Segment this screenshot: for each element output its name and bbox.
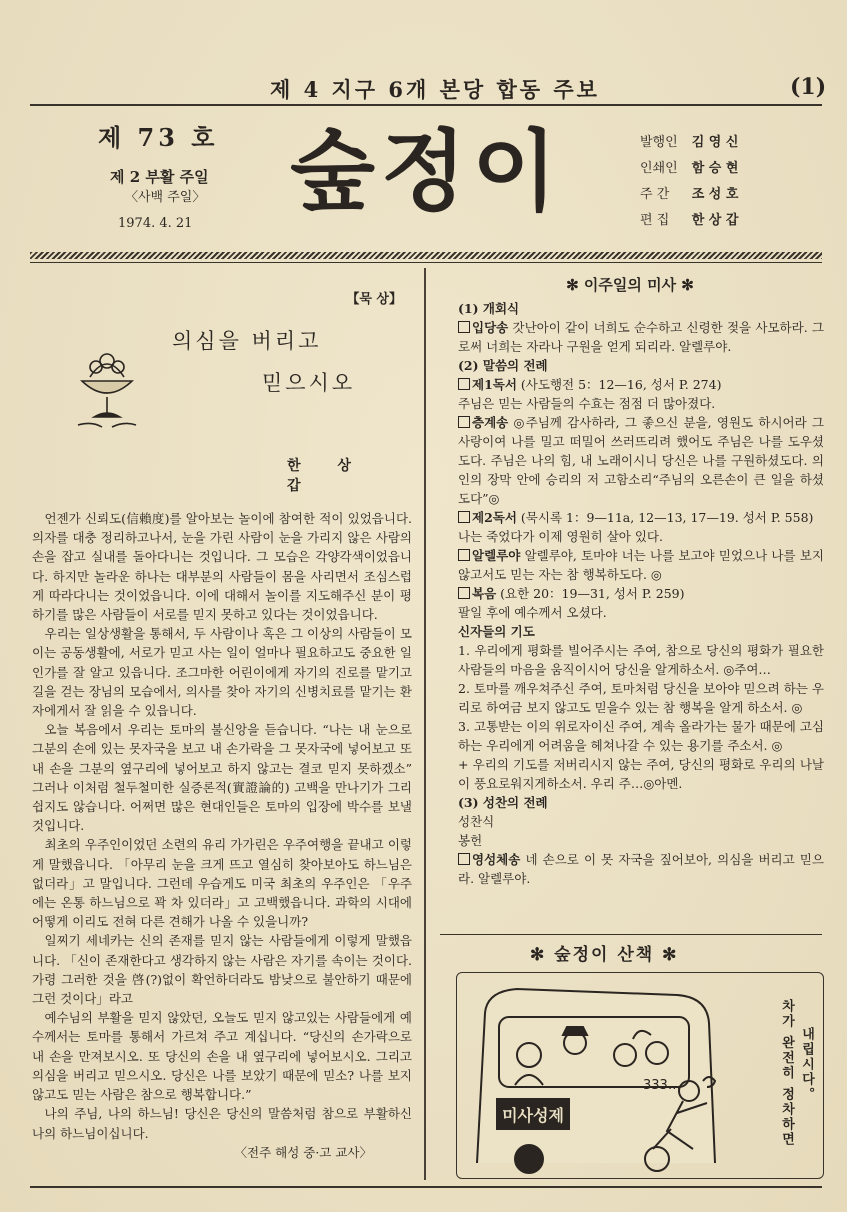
meditation-paragraph: 오늘 복음에서 우리는 토마의 불신앙을 듣습니다. “나는 내 눈으로 그분의 손에 있는 못자국을 보고 내 손가락을 그 못자국에 넣어보고 또 내 손을 그분의 옆구리에 넣어보고 하지 않고는 결코 믿지 못하겠소” 그러나 이처럼 철두철미한 실증론적(實證論的) 고백을 만나기가 그리 쉽지도 않습니다. 어쩌면 많은 현대인들은 토마의 입장에 박수를 보낼 것입니다. xyxy=(32,722,412,834)
mass-item-label: 영성체송 xyxy=(472,852,521,867)
mass-item xyxy=(458,603,824,622)
liturgical-sunday-sub: 〈사백 주일〉 xyxy=(125,190,206,205)
mass-item-text: 성찬식 xyxy=(458,814,495,829)
author-affiliation: 〈전주 해성 중·고 교사〉 xyxy=(234,1144,372,1160)
mass-item-text: 네 손으로 이 못 자국을 짚어보아, 의심을 버리고 믿으라. 알렐루야. xyxy=(458,852,824,886)
cartoon-caption-1: 차가 완전히 정차하면 xyxy=(779,999,794,1148)
mass-item-text: (묵시록 1：9—11a, 12—13, 17—19. 성서 P. 558) xyxy=(520,510,814,525)
staff-role: 발행인 xyxy=(640,135,678,150)
mass-item-text: (요한 20：19—31, 성서 P. 259) xyxy=(500,586,685,601)
mass-item xyxy=(458,812,824,831)
masthead-title: 숲정이 xyxy=(290,120,564,223)
meditation-paragraph: 예수님의 부활을 믿지 않았던, 오늘도 믿지 않고있는 사람들에게 예수께서는 토마를 통해서 가르쳐 주고 계십니다. “당신의 손가락으로 내 손을 만져보시오. 또 당신의 손을 내 옆구리에 넣어보시오. 그리고 의심을 버리고 믿으시오. 당신은 나를 보았기 때문에 믿소? 나를 보지 않고도 믿는 사람은 참으로 행복합니다.” xyxy=(32,1010,412,1103)
mass-item xyxy=(458,679,824,717)
checkbox-square-icon xyxy=(458,549,470,561)
meditation-paragraph: 우리는 일상생활을 통해서, 두 사람이나 혹은 그 이상의 사람들이 모이는 공동생활에, 서로가 믿고 사는 일이 얼마나 필요하고도 중요한 일인가를 잘 알고 있읍니다. 조그마한 어린이에게 자기의 진로를 맡기고 길을 걷는 장님의 모습에서, 의사를 찾아 자기의 신병치료를 맡기는 환자에게서 잘 읽을 수 있읍니다. xyxy=(32,626,412,719)
issue-number: 제 73 호 xyxy=(98,123,219,152)
mass-item xyxy=(458,508,824,527)
mass-item-text: + 우리의 기도를 저버리시지 않는 주여, 당신의 평화로 우리의 나날이 풍요로워지게하소서. 우리 주…◎아멘. xyxy=(458,757,824,791)
meditation-paragraph: 언젠가 신뢰도(信賴度)를 알아보는 놀이에 참여한 적이 있었읍니다. 의자를 대충 정리하고나서, 눈을 가린 사람이 눈을 가리지 않은 사람의 손을 잡고 실내를 돌아다니는 것입니다. 그 모습은 각양각색이었읍니다. 하지만 놀라운 하나는 대부분의 사람들이 몸을 사리면서 조심스럽게 따라다니는 것이었읍니다. 이에 대해서 놀이를 지도해주신 분이 평하기를 많은 사람들이 서로를 믿지 못하고 있다는 것이었읍니다. xyxy=(32,511,412,623)
bus-cartoon-illustration xyxy=(457,973,757,1178)
cartoon-title: ✻ 숲정이 산책 ✻ xyxy=(530,945,679,965)
bus-sign-text: 미사성제 xyxy=(502,1106,564,1125)
speech-bubble-text: 333… xyxy=(643,1078,681,1093)
mass-item xyxy=(458,641,824,679)
mass-item-label: 제2독서 xyxy=(472,510,517,525)
mass-section-heading: 신자들의 기도 xyxy=(458,624,535,639)
checkbox-square-icon xyxy=(458,416,470,428)
mass-item xyxy=(458,527,824,546)
cartoon-panel xyxy=(456,972,824,1179)
mass-item-text: 갓난아이 같이 너희도 순수하고 신령한 젖을 사모하라. 그로써 너희는 자라나 구원을 얻게 되리라. 알렐루야. xyxy=(458,320,824,354)
staff-row xyxy=(640,130,752,156)
staff-name: 김 영 신 xyxy=(691,135,739,150)
mass-section-heading: (2) 말씀의 전례 xyxy=(458,358,548,373)
mass-item-label: 층계송 xyxy=(472,415,509,430)
mass-item-text: (사도행전 5：12—16, 성서 P. 274) xyxy=(520,377,722,392)
mass-item-text: ◎주님께 감사하라, 그 좋으신 분을, 영원도 하시어라 그 사랑이여 나를 밀고 떠밀어 쓰러뜨리려 했어도 주님은 나를 도우셨도다. 주님은 나의 힘, 내 노래이시니 당신은 나를 구원하셨도다. 의인의 장막 안에 승리의 저 고함소리“주님의 오른손이 큰 일을 하셨도다”◎ xyxy=(458,415,824,506)
mass-item-text: 1. 우리에게 평화를 빌어주시는 주여, 참으로 당신의 평화가 필요한 사람들의 마음을 움직이시어 당신을 알게하소서. ◎주여… xyxy=(458,643,824,677)
mass-section-heading: (3) 성찬의 전례 xyxy=(458,795,548,810)
staff-list xyxy=(640,130,752,234)
issue-date: 1974. 4. 21 xyxy=(118,216,193,231)
mass-item xyxy=(458,717,824,755)
mass-item-text: 나는 죽었다가 이제 영원히 살아 있다. xyxy=(458,529,663,544)
checkbox-square-icon xyxy=(458,321,470,333)
mass-item xyxy=(458,546,824,584)
staff-name: 함 승 현 xyxy=(691,161,739,176)
meditation-column xyxy=(32,270,412,1162)
meditation-title-line1: 의심을 버리고 xyxy=(172,329,322,353)
mass-item xyxy=(458,850,824,888)
cartoon-caption-2: 내립시다。 xyxy=(799,1027,814,1102)
meditation-paragraph: 일찌기 세네카는 신의 존재를 믿지 않는 사람들에게 이렇게 말했읍니다. 「신이 존재한다고 생각하지 않는 사람은 자기를 속이는 것이다. 가령 그러한 것을 啓(?)없이 확언하더라도 밤낮으로 불안하기 때문에 그런 것이다」라고 xyxy=(32,933,412,1007)
column-divider xyxy=(424,268,426,1180)
mass-item xyxy=(458,413,824,508)
top-rule xyxy=(30,104,822,106)
checkbox-square-icon xyxy=(458,587,470,599)
mass-item-text: 봉헌 xyxy=(458,833,483,848)
staff-role: 편 집 xyxy=(640,213,670,228)
chalice-illustration xyxy=(72,347,142,431)
page-number: (1) xyxy=(790,74,827,100)
cartoon-top-rule xyxy=(440,934,822,935)
masthead-rule xyxy=(30,262,822,263)
mass-item xyxy=(458,394,824,413)
staff-name: 조 성 호 xyxy=(691,187,739,202)
mass-item-label: 제1독서 xyxy=(472,377,517,392)
meditation-paragraph: 나의 주님, 나의 하느님! 당신은 당신의 말씀처럼 참으로 부활하신 나의 하느님이십니다. xyxy=(32,1106,412,1141)
mass-item-label: 알렐루야 xyxy=(472,548,521,563)
mass-item xyxy=(458,831,824,850)
meditation-author: 한 상 갑 xyxy=(287,458,367,494)
checkbox-square-icon xyxy=(458,853,470,865)
checkbox-square-icon xyxy=(458,378,470,390)
mass-section-heading: (1) 개회식 xyxy=(458,301,520,316)
mass-item-text: 주님은 믿는 사람들의 수효는 점점 더 많아졌다. xyxy=(458,396,716,411)
meditation-paragraph: 최초의 우주인이었던 소련의 유리 가가린은 우주여행을 끝내고 이렇게 말했읍니다. 「아무리 눈을 크게 뜨고 열심히 찾아보아도 하느님은 없더라」고 말입니다. 그런데 우습게도 미국 최초의 우주인은 「우주에는 온통 하느님으로 꽉 차 있더라」고 고백했읍니다. 과학의 시대에 어떻게 이리도 전혀 다른 견해가 나올 수 있을니까? xyxy=(32,837,412,930)
headline: 제 4 지구 6개 본당 합동 주보 xyxy=(270,77,600,102)
mass-item-text: 팔일 후에 예수께서 오셨다. xyxy=(458,605,607,620)
mass-column xyxy=(436,270,824,888)
bottom-rule xyxy=(30,1186,822,1188)
mass-item xyxy=(458,755,824,793)
section-tag: 【묵 상】 xyxy=(346,292,402,307)
meditation-body xyxy=(32,509,412,1143)
meditation-title-line2: 믿으시오 xyxy=(262,371,356,395)
mass-item-label: 복음 xyxy=(472,586,497,601)
mass-item-label: 입당송 xyxy=(472,320,509,335)
mass-title: ✻ 이주일의 미사 ✻ xyxy=(566,276,694,294)
staff-role: 주 간 xyxy=(640,187,670,202)
mass-item xyxy=(458,318,824,356)
staff-role: 인쇄인 xyxy=(640,161,678,176)
mass-item-text: 2. 토마를 깨우쳐주신 주여, 토마처럼 당신을 보아야 믿으려 하는 우리로 하여금 보지 않고도 믿을수 있는 참 행복을 알게 하소서. ◎ xyxy=(458,681,824,715)
mass-item xyxy=(458,584,824,603)
mass-item-text: 알렐루야, 토마야 너는 나를 보고야 믿었으나 나를 보지 않고서도 믿는 자는 참 행복하도다. ◎ xyxy=(458,548,824,582)
mass-item xyxy=(458,375,824,394)
liturgical-sunday: 제 2 부활 주일 xyxy=(110,168,209,186)
staff-row xyxy=(640,156,752,182)
checkbox-square-icon xyxy=(458,511,470,523)
mass-order xyxy=(436,299,824,888)
masthead-hatch-rule xyxy=(30,252,822,259)
staff-name: 한 상 갑 xyxy=(691,213,739,228)
mass-item-text: 3. 고통받는 이의 위로자이신 주여, 계속 올라가는 물가 때문에 고심하는 우리에게 어려움을 헤쳐나갈 수 있는 용기를 주소서. ◎ xyxy=(458,719,824,753)
staff-row xyxy=(640,208,752,234)
staff-row xyxy=(640,182,752,208)
